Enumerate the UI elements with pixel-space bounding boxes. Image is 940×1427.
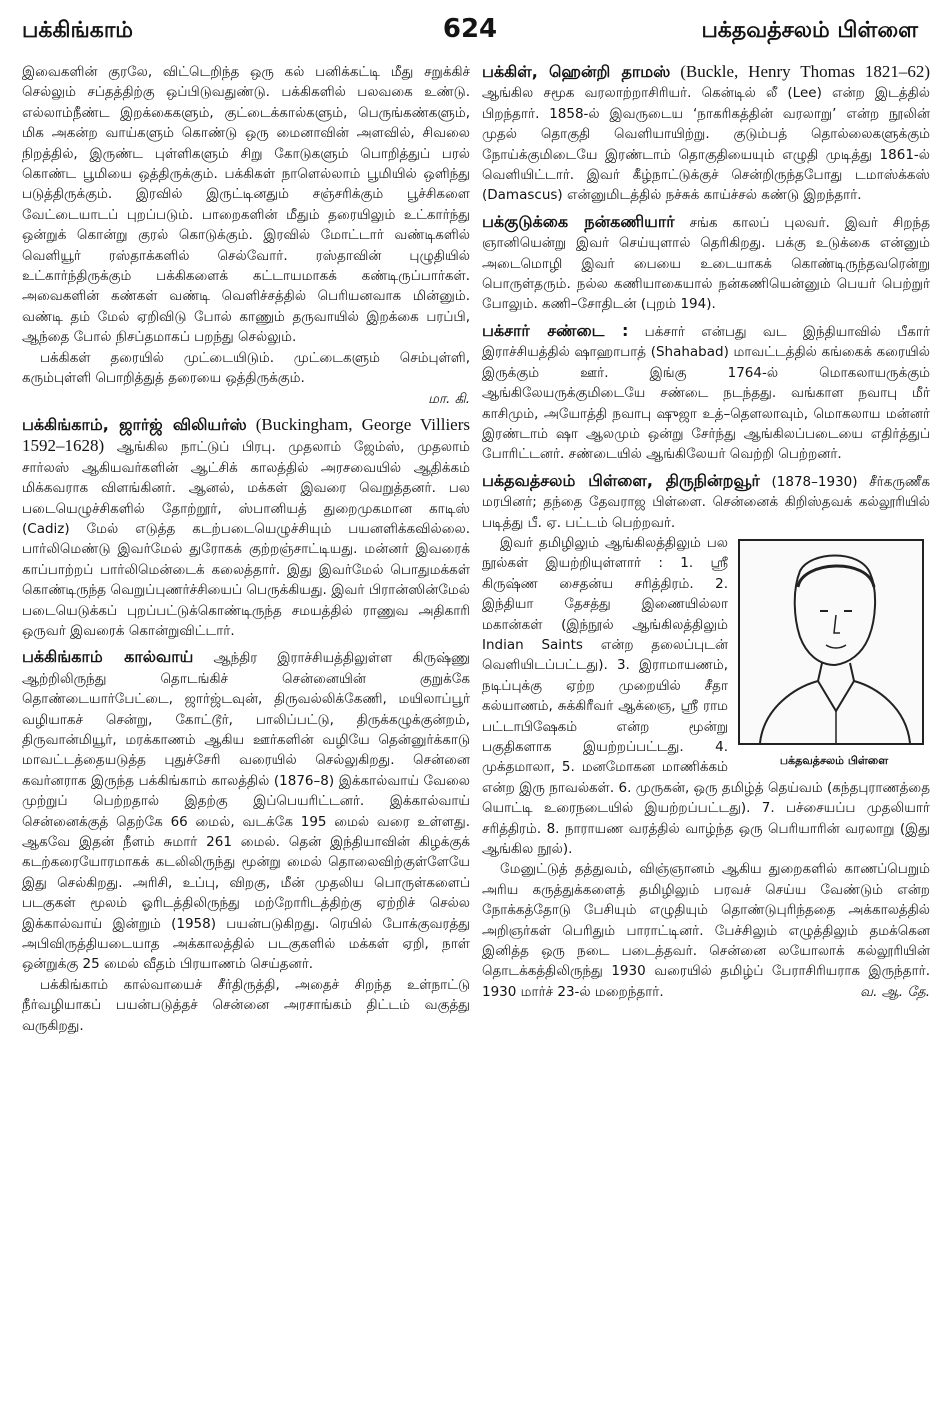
entry-buckingham-george-villiers [22, 415, 470, 641]
page-number: 624 [442, 14, 498, 44]
entry-body: ஆங்கில நாட்டுப் பிரபு. முதலாம் ஜேம்ஸ், முதலாம் சார்லஸ் ஆகியவர்களின் ஆட்சிக் காலத்தில் அரசவையில் ஆதிக்கம் மிக்கவராக விளங்கினர். ஆனல், மக்கள் இவரை வெறுத்தனர். பல படையெழுச்சிகளில் தோற்றூர், ஸ்பானியத் துறைமுகமான காடிஸ் (Cadiz) மேல் எடுத்த கடற்படையெழுச்சியும் பயனளிக்கவில்லை. பார்லிமெண்டு இவர்மேல் துரோகக் குற்றஞ்சாட்டியது. மன்னர் இவரைக் காப்பாற்றப் பார்லிமென்டைக் கலைத்தார். இது இவர்மேல் பொதுமக்கள் கொண்டிருந்த வெறுப்புணர்ச்சியைப் பெருக்கியது. இவர் பிரான்ஸின்மேல் படையெடுக்கப் புறப்பட்டுக்கொண்டிருந்த சமயத்தில் ராணுவ அதிகாரி ஒருவர் இவரைக் கொன்றுவிட்டார். [22, 439, 470, 639]
entry-title: பக்கிள், ஹென்றி தாமஸ் [482, 62, 671, 81]
entry-english-title: (Buckingham, George Villiers 1592–1628) [22, 414, 470, 456]
entry-works-list: இவர் தமிழிலும் ஆங்கிலத்திலும் பல நூல்கள் இயற்றியுள்ளார் : 1. ஸ்ரீ கிருஷ்ண சைதன்ய சரித்திரம். 2. இந்தியா தேசத்து இணையில்லா மகான்கள் (இந்நூல் ஆங்கிலத்திலும் Indian Saints என்ற தலைப்புடன் வெளியிடப்பட்டது). 3. இராமாயணம், நடிப்புக்கு ஏற்ற முறையில் சீதா கல்யாணம், சுக்கிரீவர் ஆக்ஞை, ஸ்ரீ ராம பட்டாபிஷேகம் என்ற மூன்று பகுதிகளாக இயற்றப்பட்டது. 4. முக்தமாலா, 5. மனமோகன மாணிக்கம் என்ற இரு நாவல்கள். 6. முருகன், ஒரு தமிழ்த் தெய்வம் (கந்தபுராணத்தை யொட்டி உரைநடையில் இயற்றப்பட்டது). 7. பச்சையப்ப முதலியார் சரித்திரம். 8. நாராயண வரத்தில் வாழ்ந்த ஒரு பெரியாரின் வரலாறு (இது ஆங்கில நூல்). [482, 534, 930, 858]
entry-buckle-henry-thomas [482, 62, 930, 206]
nightjar-eggs-paragraph [22, 348, 470, 409]
author-signature: வ. ஆ. தே. [860, 983, 930, 1000]
portrait-caption: பக்தவத்சலம் பிள்ளை [779, 753, 889, 767]
entry-contribution [482, 859, 930, 1002]
entry-title: பக்சார் சண்டை : [482, 320, 629, 340]
running-head-left: பக்கிங்காம் [22, 18, 134, 43]
entry-title: பக்குடுக்கை நன்கணியார் [482, 211, 675, 231]
running-head-right: பக்தவத்சலம் பிள்ளை [701, 18, 918, 43]
left-column [22, 62, 470, 1402]
entry-body: (1878–1930) சீர்கருணீக மரபினர்; தந்தை தேவராஜ பிள்ளை. சென்னைக் கிறிஸ்தவக் கல்லூரியில் படித்து பீ. ஏ. பட்டம் பெற்றவர். [482, 473, 930, 531]
right-column [482, 62, 930, 1402]
entry-contribution-text: மேனுட்டுத் தத்துவம், விஞ்ஞானம் ஆகிய துறைகளில் காணப்பெறும் அரிய கருத்துக்களைத் தமிழிலும் பரவச் செய்ய வேண்டும் என்ற நோக்கத்தோடு பேசியும் எழுதியும் தொண்டுபுரிந்ததை அக்காலத்தில் அறிஞர்கள் பெரிதும் பாராட்டினர். பேச்சிலும் எழுத்திலும் தமக்கென இனித்த ஒரு நடை படைத்தவர். சென்னை லயோலாக் கல்லூரியின் தொடக்கத்திலிருந்து 1930 வரையில் தமிழ்ப் பேராசிரியராக இருந்தார். 1930 மார்ச் 23-ல் மறைந்தார். [482, 861, 930, 1000]
entry-english-title: (Buckle, Henry Thomas 1821–62) [680, 62, 930, 81]
portrait-sketch [740, 541, 922, 743]
entry-bakthavatsalam-pillai [482, 471, 930, 533]
entry-pakkudukkai-nankaniyar [482, 212, 930, 315]
portrait-figure [738, 539, 930, 771]
entry-battle-of-buxar [482, 321, 930, 465]
entry-body: சங்க காலப் புலவர். இவர் சிறந்த ஞானியென்று இவர் செய்யுளால் தெரிகிறது. பக்கு உடுக்கை என்னும் அடைமொழி இவர் பையை உடையாகக் கொண்டிருந்தவரென்று பொருள்தரும். நல்ல கணியாகையால் நன்கணியென்னும் பெயர் பெற்றுர் போலும். கணி–சோதிடன் (புறம் 194). [482, 214, 930, 313]
entry-body: ஆந்திர இராச்சியத்திலுள்ள கிருஷ்ணு ஆற்றிலிருந்து தொடங்கிச் சென்னையின் குறுக்கே தொண்டையார்பேட்டை, ஜார்ஜ்டவுன், திருவல்லிக்கேணி, மயிலாப்பூர் வழியாகச் சென்று, கோட்டூர், பாலிப்பட்டு, திருக்கழுக்குன்றம், திருவான்மியூர், மரக்காணம் ஆகிய ஊர்களின் வழியே தென்னுர்க்காடு மாவட்டத்தையடுத்த புதுச்சேரி வரையில் செல்லுகிறது. சென்னை கவர்னராக இருந்த பக்கிங்காம் காலத்தில் (1876–8) இக்கால்வாய் வேலை முற்றுப் பெற்றதால் இதற்கு இப்பெயரிட்டனர். இக்கால்வாய் சென்னைக்குத் தெற்கே 66 மைல், வடக்கே 195 மைல் வரை உள்ளது. ஆகவே இதன் நீளம் சுமார் 261 மைல். தென் இந்தியாவின் கிழக்குக் கடற்கரையோரமாகக் கடலிலிருந்து மூன்று மைல் தொலைவிற்குள்ளேயே இது செல்கிறது. அரிசி, உப்பு, விறகு, மீன் முதலிய பொருள்களைப் படகுகள் மூலம் ஓரிடத்திலிருந்து மற்றோரிடத்திற்கு ஏற்றிச் செல்ல இக்கால்வாய் இன்றும் (1958) பயன்படுகிறது. ரெயில் போக்குவரத்து அபிவிருத்தியடையாத அக்காலத்தில் படகுகளில் மக்கள் ஏறி, நாள் ஒன்றுக்கு 25 மைல் வீதம் பிரயாணம் செய்தனர். [22, 650, 470, 973]
entry-title: பக்தவத்சலம் பிள்ளை, திருநின்றவூர் [482, 470, 760, 490]
entry-buckingham-canal [22, 647, 470, 975]
author-signature: மா. கி. [428, 390, 470, 407]
entry-body: பக்சார் என்பது வட இந்தியாவில் பீகார் இராச்சியத்தில் ஷாஹாபாத் (Shahabad) மாவட்டத்தில் கங்கைக் கரையில் இருக்கும் ஊர். இங்கு 1764-ல் மொகலாயருக்கும் ஆங்கிலேயருக்குமிடையே சண்டை நடந்தது. வங்காள நவாபு மீர் காசிமும், அயோத்தி நவாபு ஷுஜா உத்–தௌலாவும், மொகலாய மன்னர் இரண்டாம் ஷா ஆலமும் ஒன்று சேர்ந்து ஆங்கிலப்படையை எதிர்த்துப் போரிட்டனர். சண்டையில் ஆங்கிலேயர் வெற்றி பெற்றனர். [482, 323, 930, 463]
entry-title: பக்கிங்காம் கால்வாய் [22, 647, 194, 667]
portrait-photo [738, 539, 924, 745]
nightjar-paragraph: இவைகளின் குரலே, விட்டெறிந்த ஒரு கல் பனிக்கட்டி மீது சறுக்கிச் செல்லும் சப்தத்திற்கு ஒப்பிடுவதுண்டு. பக்கிகளில் பலவகை உண்டு. எல்லாம்நீண்ட இறக்கைகளும், குட்டைக்கால்களும், பெருங்கண்களும், மிக அகன்ற வாய்களும் கொண்டு ஒரு மைனாவின் அளவில், சிவலை நிறத்தில், இருண்ட புள்ளிகளும் சிறு கோடுகளும் பொறித்துப் பரல் கொண்ட பூமியை ஒத்திருக்கும். பக்கிகள் நாளெல்லாம் பூமியில் ஒளிந்து படுத்திருக்கும். இரவில் இருட்டினதும் சஞ்சரிக்கும் பூச்சிகளை வேட்டையாடப் புறப்படும். பாறைகளின் மீதும் தரையிலும் உட்கார்ந்து ஒன்றுக் கொன்று குரல் கொடுக்கும். இரவில் மோட்டார் வண்டிகளில் வெளியூர் ரஸ்தாக்களில் செல்வோர். ரஸ்தாவின் புழுதியில் உட்கார்ந்திருக்கும் பக்கிகளைக் கட்டாயமாகக் கண்டிருப்பார்கள். அவைகளின் கண்கள் வண்டி வெளிச்சத்தில் பெரியனவாக மின்னும். வண்டி தம் மேல் ஏறிவிடு போல் காணும் தருவாயில் இறக்கை பரப்பி, ஆந்தை போல் நிசப்தமாகப் பறந்து செல்லும். [22, 64, 470, 346]
entry-title: பக்கிங்காம், ஜார்ஜ் விலியர்ஸ் [22, 414, 247, 434]
entry-body: ஆங்கில சமூக வரலாற்றாசிரியர். கென்டில் லீ (Lee) என்ற இடத்தில் பிறந்தார். 1858-ல் இவருடைய ‘நாகரிகத்தின் வரலாறு’ என்ற நூலின் முதல் தொகுதி வெளியாயிற்று. குடும்பத் தொல்லைகளுக்கும் நோய்க்குமிடையே இரண்டாம் தொகுதியையும் எழுதி முடித்து 1861-ல் வெளியிட்டார். இவர் கீழ்நாட்டுக்குச் சென்றிருந்தபோது டமாஸ்க்கஸ் (Damascus) என்னுமிடத்தில் நச்சுக் காய்ச்சல் கண்டு இறந்தார். [482, 85, 930, 204]
nightjar-eggs-text: பக்கிகள் தரையில் முட்டையிடும். முட்டைகளும் செம்புள்ளி, கரும்புள்ளி பொறித்துத் தரையை ஒத்திருக்கும். [22, 349, 470, 387]
entry-body-continued: பக்கிங்காம் கால்வாயைச் சீர்திருத்தி, அதைச் சிறந்த உள்நாட்டு நீர்வழியாகப் பயன்படுத்தச் சென்னை அரசாங்கம் திட்டம் வகுத்து வருகிறது. [22, 976, 470, 1034]
